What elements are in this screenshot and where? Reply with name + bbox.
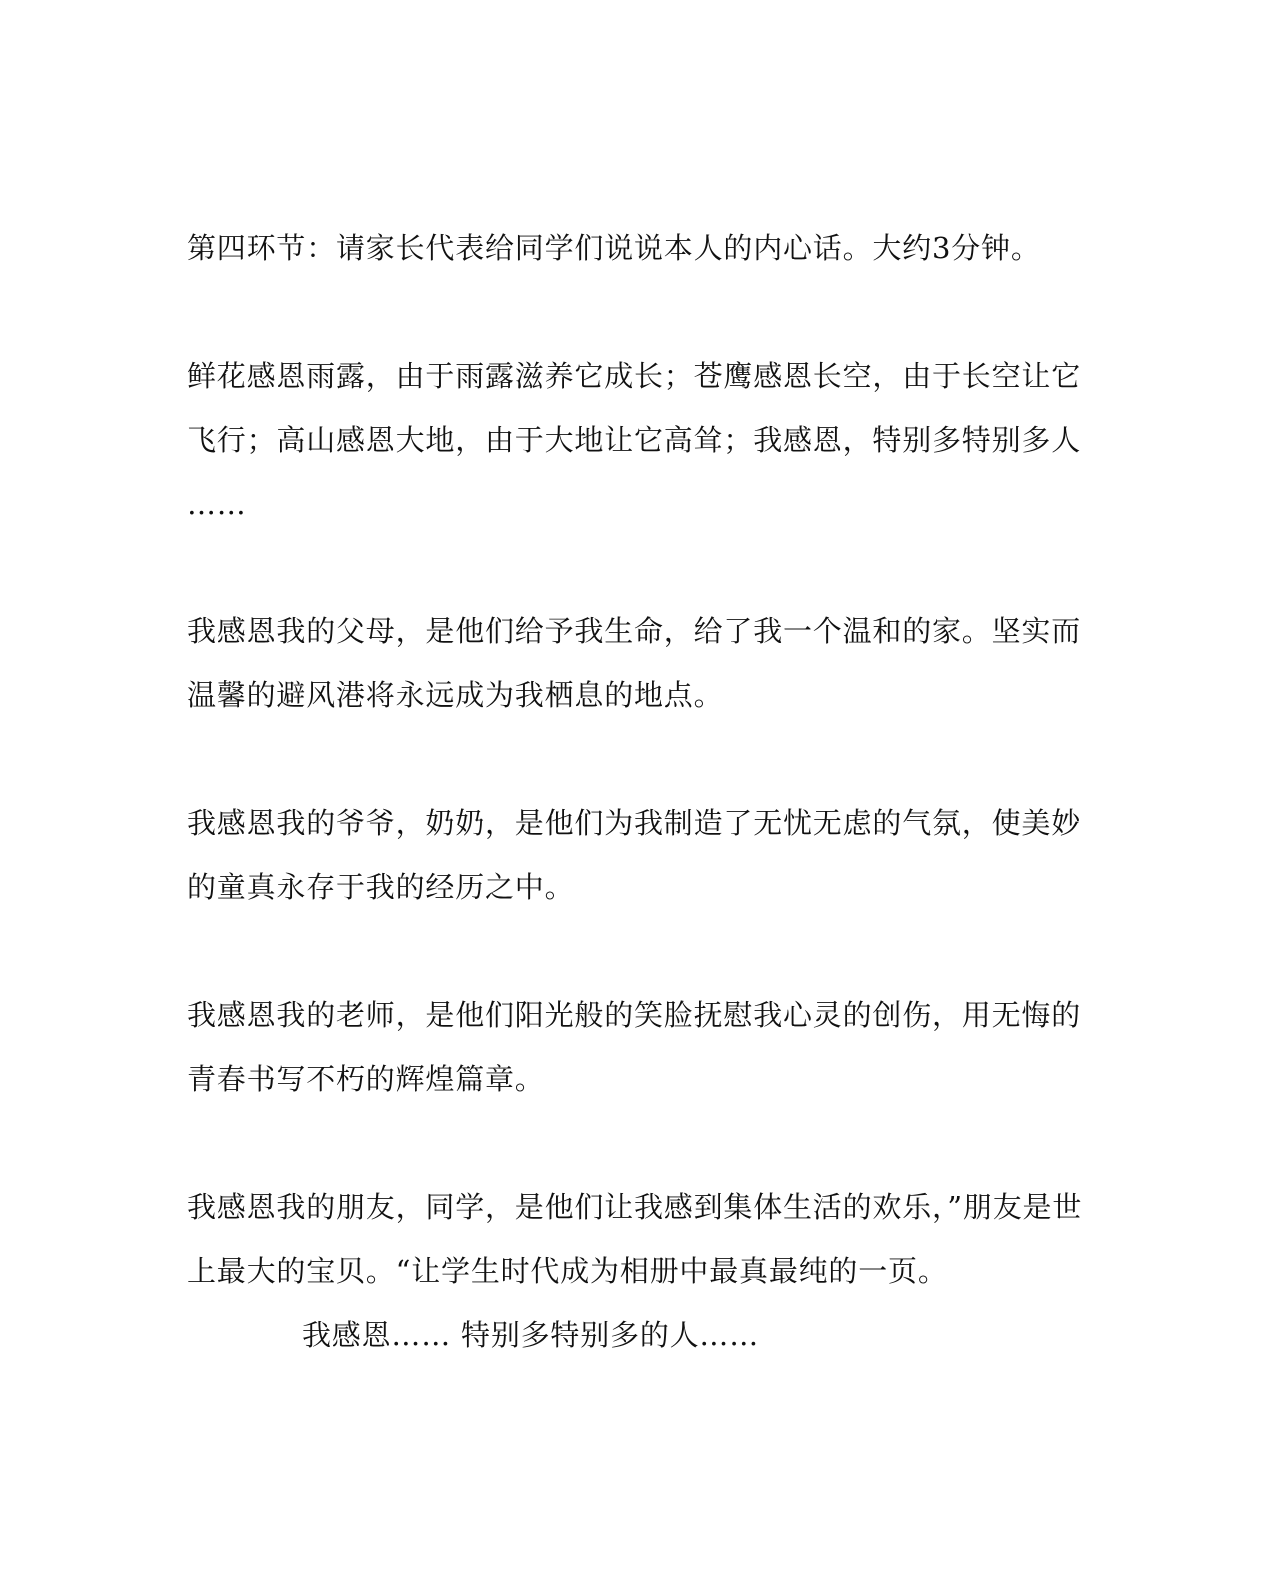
- parents-paragraph-line: 我感恩我的父母，是他们给予我生命，给了我一个温和的家。坚实而: [187, 614, 1082, 648]
- parents-paragraph-line: 温馨的避风港将永远成为我栖息的地点。: [187, 678, 724, 712]
- friends-paragraph-line: 我感恩我的朋友，同学，是他们让我感到集体生活的欢乐，”朋友是世: [187, 1190, 1083, 1224]
- teachers-paragraph-line: 青春书写不朽的辉煌篇章。: [187, 1062, 545, 1096]
- grandparents-paragraph-line: 我感恩我的爷爷，奶奶，是他们为我制造了无忧无虑的气氛，使美妙: [187, 806, 1082, 840]
- friends-paragraph-line: 上最大的宝贝。“让学生时代成为相册中最真最纯的一页。: [187, 1254, 948, 1288]
- teachers-paragraph-line: 我感恩我的老师，是他们阳光般的笑脸抚慰我心灵的创伤，用无悔的: [187, 998, 1082, 1032]
- section4-text: 第四环节：请家长代表给同学们说说本人的内心话。大约3分钟。: [187, 231, 1041, 265]
- nature-paragraph-line: 鲜花感恩雨露，由于雨露滋养它成长；苍鹰感恩长空，由于长空让它: [187, 359, 1082, 393]
- grandparents-paragraph-line: 的童真永存于我的经历之中。: [187, 870, 575, 904]
- nature-paragraph-line: ……: [187, 487, 247, 521]
- closing-line: 我感恩…… 特别多特别多的人……: [302, 1318, 760, 1352]
- nature-paragraph-line: 飞行；高山感恩大地，由于大地让它高耸；我感恩，特别多特别多人: [187, 423, 1082, 457]
